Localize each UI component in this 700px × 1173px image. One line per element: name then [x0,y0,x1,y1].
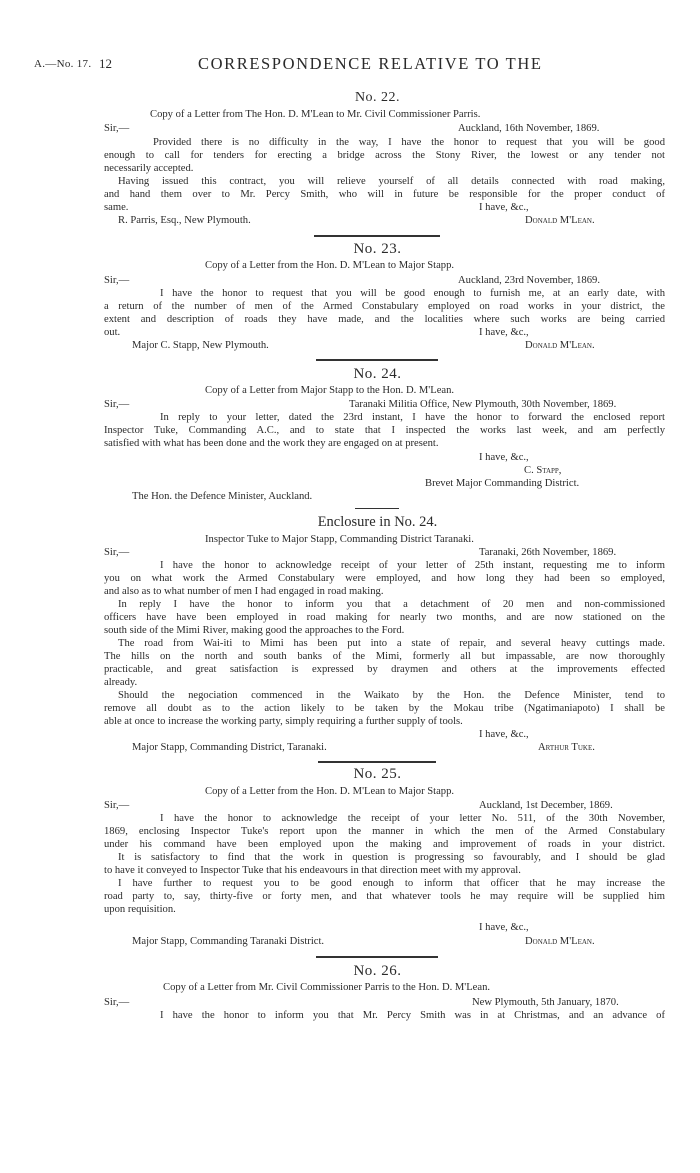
paragraph-line: enough to call for tenders for erecting a bridge across the Stony River, the lowest or any tender not [104,150,665,161]
place-date: New Plymouth, 5th January, 1870. [472,997,619,1008]
letter-heading: Copy of a Letter from Major Stapp to the Hon. D. M'Lean. [205,385,455,396]
paragraph-line: Having issued this contract, you will relieve yourself of all details connected with road making, [118,176,665,187]
paragraph-line: In reply to your letter, dated the 23rd instant, I have the honor to forward the enclosed report [160,412,665,423]
letter-number: No. 24. [353,366,402,382]
salutation: Sir,— [104,275,130,286]
paragraph-line: remove all doubt as to the action likely to be taken by the Mokau tribe (Ngatimaniapoto) I shall be [104,703,665,714]
paragraph-line: Inspector Tuke, Commanding A.C., and to state that I inspected the works last week, and am perfectly [104,425,665,436]
closing: I have, &c., [479,202,529,213]
page-header [0,54,700,76]
paragraph-line: I have the honor to acknowledge the receipt of your letter No. 511, of the 30th November, [160,813,665,824]
closing: I have, &c., [479,327,529,338]
paragraph-line: road party to, say, thirty-five or forty men, and that whatever tools he may require will be supplied him [104,891,665,902]
signature: Donald M'Lean. [525,340,595,351]
paragraph-line: out. [104,327,121,338]
addressee: The Hon. the Defence Minister, Auckland. [132,491,313,502]
addressee: R. Parris, Esq., New Plymouth. [118,215,251,226]
paragraph-line: Provided there is no difficulty in the way, I have the honor to request that you will be good [153,137,665,148]
paragraph-line: 1869, enclosing Inspector Tuke's report upon the manner in which the men of the Armed Constabulary [104,826,665,837]
place-date: Auckland, 1st December, 1869. [479,800,613,811]
letter-number: No. 23. [353,241,402,257]
paragraph-line: The road from Wai-iti to Mimi has been put into a state of repair, and several heavy cuttings made. [118,638,665,649]
letter-number: No. 26. [353,963,402,979]
salutation: Sir,— [104,800,130,811]
signatory-rank: Brevet Major Commanding District. [425,478,580,489]
paragraph-line: I have the honor to request that you will be good enough to furnish me, at an early date, with [160,288,665,299]
addressee: Major C. Stapp, New Plymouth. [132,340,269,351]
page-number: 12 [99,56,112,71]
section-divider [316,956,438,958]
paragraph-line: and hand them over to Mr. Percy Smith, who will in future be responsible for the proper conduct of [104,189,665,200]
letter-heading: Copy of a Letter from the Hon. D. M'Lean to Major Stapp. [205,786,455,797]
paragraph-line: able at once to increase the working party, simply requiring a further supply of tools. [104,716,463,727]
place-date: Taranaki, 26th November, 1869. [479,547,617,558]
signature: Donald M'Lean. [525,215,595,226]
enclosure-divider [355,508,399,509]
paragraph-line: The hills on the north and south banks of the Mimi, formerly all but impassable, are now thoroughly [104,651,665,662]
section-divider [318,761,436,763]
paragraph-line: In reply I have the honor to inform you that a detachment of 20 men and non-commissioned [118,599,665,610]
addressee: Major Stapp, Commanding District, Taranaki. [132,742,327,753]
paragraph-line: a return of the number of men of the Armed Constabulary employed on road works in your district, the [104,301,665,312]
closing: I have, &c., [479,452,529,463]
paragraph-line: satisfied with what has been done and the work they are engaged on at present. [104,438,439,449]
section-divider [316,359,438,361]
section-divider [314,235,440,237]
salutation: Sir,— [104,997,130,1008]
paragraph-line: officers have have been employed in road making for nearly two months, and are now stationed on the [104,612,665,623]
paragraph-line: upon requisition. [104,904,176,915]
place-date: Auckland, 16th November, 1869. [458,123,600,134]
letter-number: No. 22. [354,90,401,105]
parliamentary-reference: A.—No. 17. [34,58,92,70]
signature: Arthur Tuke. [538,742,595,753]
letter-number: No. 25. [353,766,402,782]
paragraph-line: I have the honor to acknowledge receipt of your letter of 25th instant, requesting me to inform [160,560,665,571]
letter-heading: Copy of a Letter from Mr. Civil Commissioner Parris to the Hon. D. M'Lean. [163,982,491,993]
closing: I have, &c., [479,922,529,933]
letter-heading: Copy of a Letter from The Hon. D. M'Lean to Mr. Civil Commissioner Parris. [150,109,481,120]
closing: I have, &c., [479,729,529,740]
paragraph-line: I have the honor to inform you that Mr. Percy Smith was in at Christmas, and an advance of [160,1010,665,1021]
paragraph-line: under his command have been employed upon the making and improvement of roads in your district. [104,839,665,850]
paragraph-line: you on what work the Armed Constabulary were employed, and how long they had been so employed, [104,573,665,584]
salutation: Sir,— [104,399,130,410]
signature: Donald M'Lean. [525,936,595,947]
addressee: Major Stapp, Commanding Taranaki District. [132,936,325,947]
paragraph-line: and also as to what number of men I had engaged in road making. [104,586,384,597]
place-date: Auckland, 23rd November, 1869. [458,275,600,286]
paragraph-line: It is satisfactory to find that the work in question is progressing so favourably, and I should be glad [118,852,665,863]
paragraph-line: already. [104,677,138,688]
paragraph-line: I have further to request you to be good enough to inform that officer that he may increase the [118,878,665,889]
salutation: Sir,— [104,547,130,558]
place-date: Taranaki Militia Office, New Plymouth, 30th November, 1869. [349,399,617,410]
enclosure-title: Enclosure in No. 24. [317,514,438,530]
paragraph-line: practicable, and great satisfaction is expressed by draymen and others at the improvements effected [104,664,665,675]
paragraph-line: Should the negociation commenced in the Waikato by the Hon. the Defence Minister, tend to [118,690,665,701]
signature: C. Stapp, [524,465,562,476]
paragraph-line: same. [104,202,129,213]
running-title: CORRESPONDENCE RELATIVE TO THE [198,54,543,73]
paragraph-line: necessarily accepted. [104,163,194,174]
salutation: Sir,— [104,123,130,134]
paragraph-line: south side of the Mimi River, making good the approaches to the Ford. [104,625,405,636]
paragraph-line: to have it conveyed to Inspector Tuke that his endeavours in that direction meet with my approval. [104,865,521,876]
paragraph-line: extent and description of roads they have made, and the localities where such works are being carried [104,314,665,325]
letter-heading: Copy of a Letter from the Hon. D. M'Lean to Major Stapp. [205,260,455,271]
letter-heading: Inspector Tuke to Major Stapp, Commanding District Taranaki. [205,534,474,545]
